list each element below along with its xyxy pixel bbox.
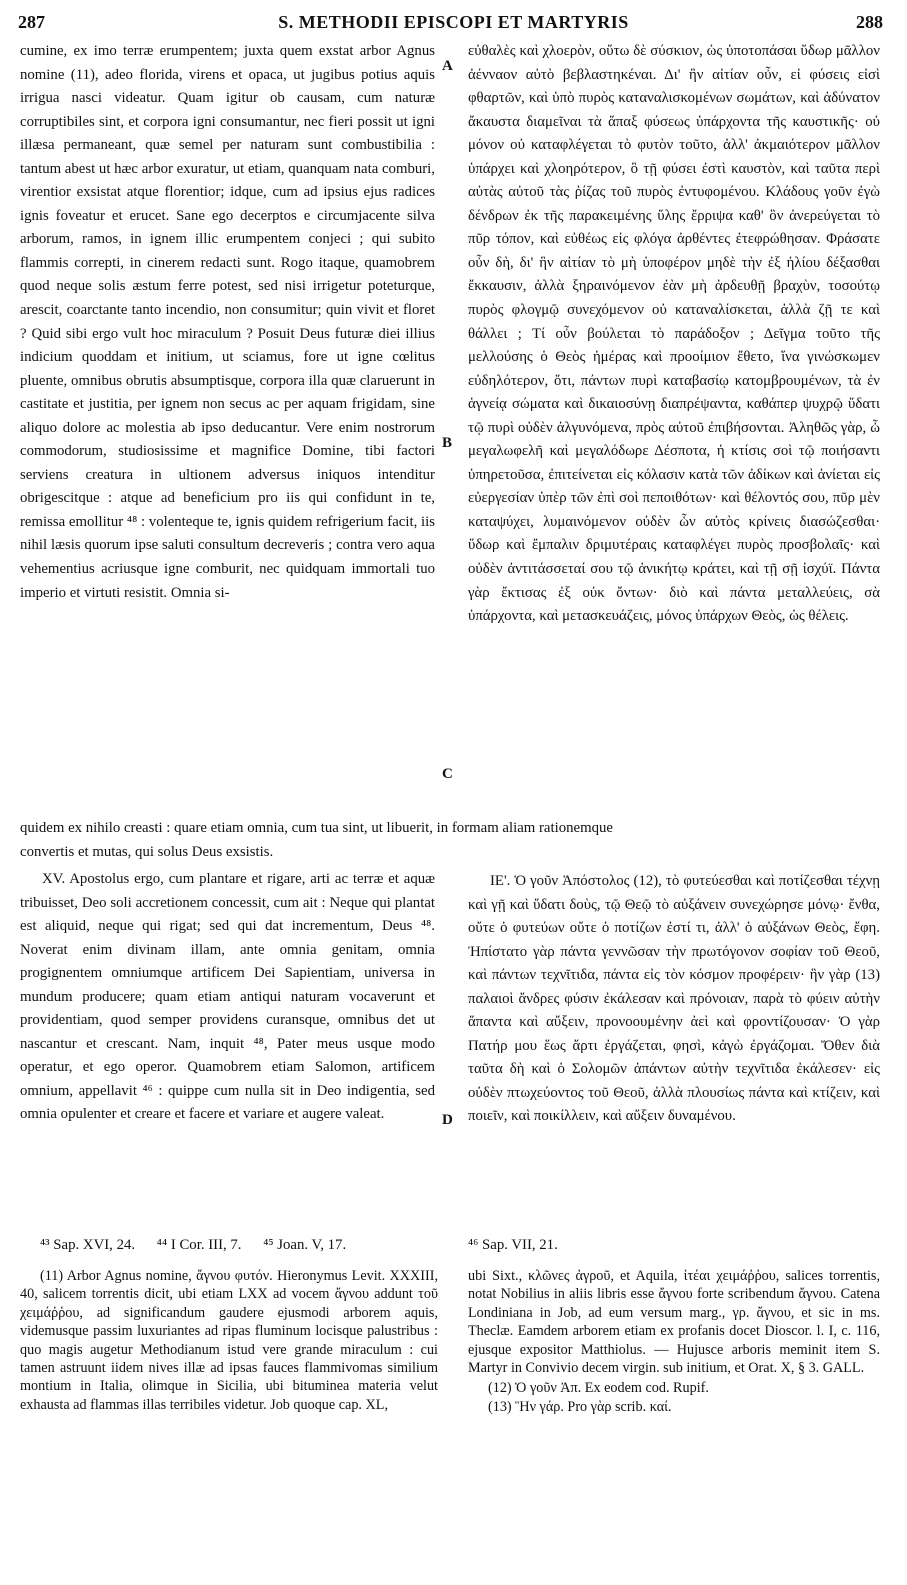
editor-notes-left <box>20 1267 438 1414</box>
note-12: (12) Ὁ γοῦν Ἀπ. Ex eodem cod. Rupif. <box>488 1380 709 1397</box>
scripture-refs-left <box>40 1237 440 1254</box>
full-width-line <box>20 817 880 864</box>
full-width-line-text: quidem ex nihilo creasti : quare etiam omnia, cum tua sint, ut libuerit, in formam aliam rationemque <box>20 820 613 836</box>
editor-notes-right <box>468 1267 880 1416</box>
greek-column-main <box>468 40 880 629</box>
greek-paragraph-ie: ΙΕ'. Ὁ γοῦν Ἀπόστολος (12), τὸ φυτεύεσθαι καὶ ποτίζεσθαι τέχνῃ καὶ γῇ καὶ ὕδατι δοὺς, τῷ Θεῷ τὸ αὐξάνειν συνεχώρησε μόνῳ· ἔνθα, οὔτε ὁ φυτεύων οὔτε ὁ ποτίζων ἐστί τι, ἀλλ' ὁ αὐξάνων Θεὸς, ἔφη. Ἠπίστατο γὰρ πάντα γεννῶσαν τὴν πρωτόγονον σοφίαν τοῦ Θεοῦ, καὶ πάντων τεχνῖτιδα, πάντα εἰς τὸν κόσμον προφέρειν· ἣν γὰρ (13) παλαιοὶ ἄνδρες φύσιν ἐκάλεσαν καὶ πρόνοιαν, παρὰ τὸ φύειν αὐτὴν ἅπαντα καὶ αὔξειν, προνοουμένην ἀεὶ καὶ φροντίζουσαν· Ὁ γὰρ Πατήρ μου ἕως ἄρτι ἐργάζεται, φησὶ, κἀγὼ ἐργάζομαι. Ὅθεν διὰ ταῦτα δὴ καὶ ὁ Σολομῶν ἁπάντων αὐτὴν τεχνῖτιδα ἐκάλεσεν· εἰς οὐδὲν πτωχεύοντος τοῦ Θεοῦ, ἀλλὰ πλουσίως πάντα καὶ κτίζειν, καὶ ποιεῖν, καὶ ποικίλλειν, καὶ αὔξειν δυναμένου. <box>468 873 880 1125</box>
scripture-ref: ⁴⁵ Joan. V, 17. <box>263 1237 347 1253</box>
note-11: (11) Arbor Agnus nomine, ἄγνου φυτόν. Hieronymus Levit. XXXIII, 40, salicem torrentis dicit, ubi etiam LXX ad vocem ἄγνου addunt τοῦ χειμάῤῥου, ad significandum gaudere ejusmodi arborem aquis, videmusque passim luxuriantes ad ripas fluminum locisque palustribus : quo magis augetur Methodianum istud vere grande miraculum : cui tamen astruunt iidem nives illæ ad ipsas fauces flammivomas similium montium in Italia, olimque in Sicilia, ubi bituminea materia velut exhausta ad flammas illas terribiles videtur. Job quoque cap. XL, <box>20 1268 438 1413</box>
latin-closing-line: convertis et mutas, qui solus Deus exsistis. <box>20 843 274 860</box>
scripture-ref: ⁴⁴ I Cor. III, 7. <box>156 1237 242 1253</box>
scripture-refs-right <box>468 1237 868 1254</box>
margin-letter-d: D <box>442 1112 453 1128</box>
margin-letter-a: A <box>442 58 453 74</box>
page-number-right: 288 <box>856 12 883 32</box>
page-number-left: 287 <box>18 12 45 32</box>
greek-column-section-ie <box>468 870 880 1129</box>
scripture-ref: ⁴⁶ Sap. VII, 21. <box>468 1237 558 1253</box>
scripture-ref: ⁴³ Sap. XVI, 24. <box>40 1237 136 1253</box>
latin-column-section-xv <box>20 868 435 1127</box>
note-11-continued: ubi Sixt., κλῶνες ἀγροῦ, et Aquila, ἰτέαι χειμάῤῥου, salices torrentis, notat Nobilius in aliis libris esse ἄγνου forte scribendum ἄγνου. Catena Londiniana in Job, ad eum versum marg., γρ. ἄγνου, et sic in ms. Theclæ. Eamdem arborem etiam ex profanis docet Dioscor. l. I, c. 116, ejusque expositor Matthiolus. — Hujusce arboris meminit item S. Martyr in Convivio decem virgin. sub initium, et Orat. X, § 3. GALL. <box>468 1268 880 1377</box>
greek-paragraph-main: εὐθαλὲς καὶ χλοερὸν, οὕτω δὲ σύσκιον, ὡς ὑποτοπάσαι ὕδωρ μᾶλλον ἀένναον αὐτὸ βεβλαστηκέναι. Δι' ἣν αἰτίαν οὖν, εἰ φύσεις εἰσὶ φθαρτῶν, καὶ ὑπὸ πυρὸς καταναλισκομένων σωμάτων, καὶ ἀδύνατον ἄκαυστα διαμεῖναι τὰ ἅπαξ φύσεως ὑπάρχοντα τῆς καυστικῆς· οὐ μόνον οὐ καταφλέγεται τὸ φυτὸν τοῦτο, ἀλλ' ἀκμαιότερον μᾶλλον ὑπάρχει καὶ χλοηρότερον, ὃ τῇ φύσει ἐστὶ καυστὸν, καὶ ταῦτα περὶ αὐτὰς αὐτοῦ τὰς ῥίζας τοῦ πυρὸς ἐντυφομένου. Κλάδους γοῦν ἐγὼ δένδρων ἐκ τῆς παρακειμένης ὕλης ἔρριψα καθ' ὃν ἀνερεύγεται τὸ πῦρ τόπον, καὶ εὐθέως εἰς φλόγα ἀρθέντες ἐτεφρώθησαν. Φράσατε οὖν δὴ, δι' ἣν αἰτίαν τὸ μὴ ὑποφέρον μηδὲ τὴν ἐξ ἡλίου δέξασθαι ἔκκαυσιν, ἀλλὰ ξηραινόμενον ἐὰν μὴ ἀρδευθῇ βραχὺν, τοσούτῳ πυρὸς φλογμῷ συνεχόμενον οὐ καταναλίσκεται, ἀλλὰ ζῇ τε καὶ θάλλει ; Τί οὖν βούλεται τὸ παράδοξον ; Δεῖγμα τοῦτο τῆς μελλούσης ὁ Θεὸς ἡμέρας καὶ προοίμιον ἔθετο, ἵνα γινώσκωμεν εὐδηλότερον, ὅτι, πάντων πυρὶ καταβασίῳ κατομβρουμένων, τὰ ἐν ἁγνείᾳ σώματα καὶ δικαιοσύνῃ διαπρέψαντα, καθάπερ ψυχρῷ ὕδατι τῷ πυρὶ οὐδὲν ἀλγυνόμενα, πρὸς αὐτοῦ ἐπιβήσονται. Ἀληθῶς γὰρ, ὦ μεγαλωφελῆ καὶ μεγαλόδωρε Δέσποτα, ἡ κτίσις σοὶ τῷ ποιήσαντι ὑπηρετοῦσα, ἐπιτείνεται εἰς κόλασιν κατὰ τῶν ἀδίκων καὶ ἀνίεται εἰς εὐεργεσίαν ὑπὲρ τῶν ἐπὶ σοὶ πεποιθότων· καὶ θέλοντός σου, πῦρ μὲν καταψύχει, λυμαινόμενον οὐδὲν ὧν αὐτὸς κρίνεις διασώζεσθαι· ὕδωρ καὶ ἔμπαλιν δριμυτέραις καταφλέγει πυρὸς προσβολαῖς· καὶ οὐδὲν ἀντιτάσσεταί σου τῷ ἀνικήτῳ κράτει, καὶ τῇ σῇ ἰσχύϊ. Πάντα γὰρ ἔκτισας ἐξ οὐκ ὄντων· διὸ καὶ πάντα μεταλλεύεις, σὰ ὑπάρχοντα, καὶ μετασκευάζεις, μόνος ὑπάρχων Θεὸς, ὡς θέλεις. <box>468 43 880 625</box>
running-title: S. METHODII EPISCOPI ET MARTYRIS <box>278 12 629 32</box>
note-13: (13) Ἣν γάρ. Pro γὰρ scrib. καί. <box>488 1398 672 1415</box>
margin-letter-c: C <box>442 766 453 782</box>
latin-column-main <box>20 40 435 605</box>
page-header <box>0 8 907 38</box>
margin-letter-b: B <box>442 435 453 451</box>
latin-paragraph-main: cumine, ex imo terræ erumpentem; juxta quem exstat arbor Agnus nomine (11), adeo florida, virens et opaca, ut jugibus potius aquis irrigua nasci videatur. Quam igitur ob causam, cum naturæ corruptibiles sint, et corpora igni consumantur, nec fieri possit ut igni illæsa permaneant, quæ semel per naturam sunt combustibilia : tantum abest ut hæc arbor exuratur, ut etiam, quanquam nata comburi, virentior exsistat atque florentior; idque, cum ad ipsius ejus radices ignis foveatur et erucet. Sane ego decerptos e circumjacente silva arborum, ramos, in ignem illic erumpentem conjeci ; qui subito flammis correpti, in cinerem redacti sunt. Rogo itaque, quamobrem quod neque solis æstum ferre potest, sed nisi irrigetur poteturque, arescit, coarctante tanto incendio, non consumitur; quin vivit et floret ? Quid sibi ergo vult hoc miraculum ? Posuit Deus futuræ diei illius indicium quoddam et initium, ut sciamus, fore ut igne cœlitus pluente, omnibus obrutis absumptisque, corpora illa quæ claruerunt in castitate et justitia, per ignem non secus ac per aquam frigidam, sine aliquo dolore ac molestia ab ipso deducantur. Vere enim nostrorum commodorum, studiosissime et magnifice Domine, tibi factori serviens creatura in ultionem adversus iniquos intenditur obrigescitque : atque ad beneficium pro iis qui confidunt in te, remissa emollitur ⁴⁸ : volenteque te, ignis quidem refrigerium facit, iis nihil læsis quorum ipse saluti consultum decreveris ; contra vero aqua vehementius acriusque igne comburit, nec quidquam immortali tuo imperio et virtuti resistit. Omnia si- <box>20 43 435 601</box>
latin-paragraph-xv: XV. Apostolus ergo, cum plantare et rigare, arti ac terræ et aquæ tribuisset, Deo soli accretionem concessit, cum ait : Neque qui plantat est aliquid, neque qui rigat; sed qui dat incrementum, Deus ⁴⁸. Noverat enim divinam illam, ante omnia genitam, omnia progignentem omniumque artificem Dei Sapientiam, universa in mundum producere; quam etiam antiqui naturam vocaverunt et providentiam, quod semper providens curansque, omnibus det ut nascantur et crescant. Nam, inquit ⁴⁸, Pater meus usque modo operatur, et ego operor. Quamobrem etiam Salomon, artificem omnium, appellavit ⁴⁶ : quippe cum nulla sit in Deo indigentia, sed omnia opulenter et creare et facere et variare et augere valeat. <box>20 871 435 1123</box>
